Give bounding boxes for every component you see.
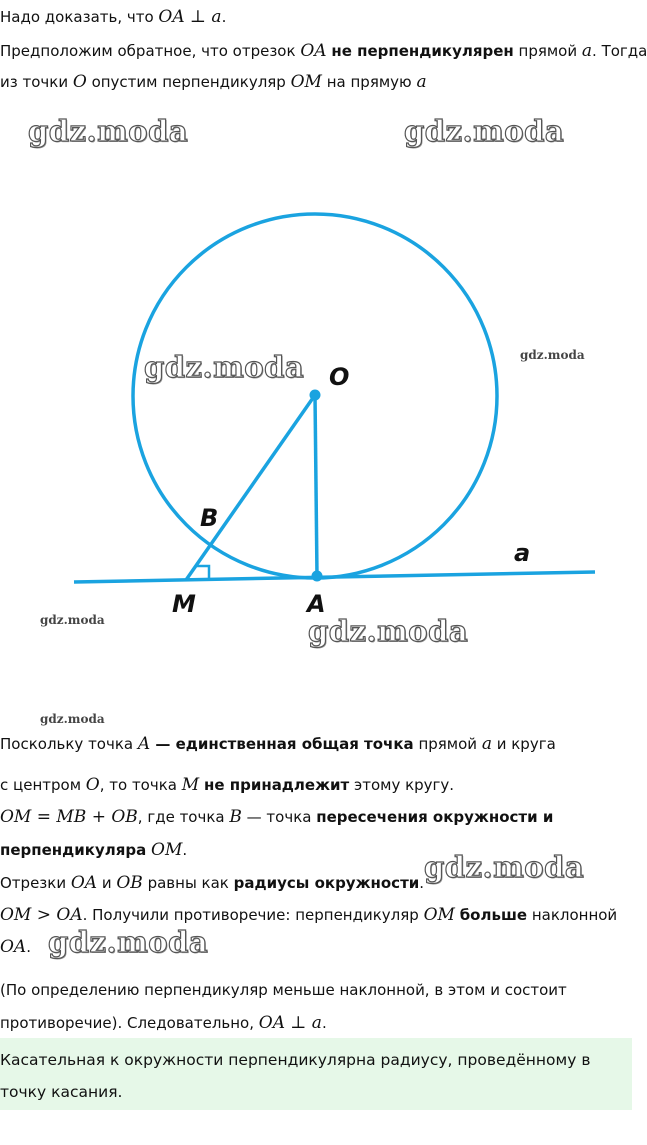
text: . — [182, 841, 188, 859]
bold-text: радиусы окружности — [233, 874, 420, 892]
bold-text: единственная общая точка — [175, 735, 414, 753]
math: OM > OA — [0, 905, 83, 925]
conclusion-text: Касательная к окружности перпендикулярна радиусу, проведённому в точку касания. — [0, 1051, 591, 1101]
intro-line-2 — [0, 40, 647, 62]
watermark: gdz.moda — [48, 925, 209, 959]
conclusion-box — [0, 1038, 632, 1110]
bold-text: пересечения окружности и — [316, 808, 554, 826]
text: опустим перпендикуляр — [86, 73, 291, 91]
text: Предположим обратное, что отрезок — [0, 42, 301, 60]
bold-text: больше — [459, 906, 528, 924]
text: с центром — [0, 776, 86, 794]
label-B: B — [200, 504, 219, 532]
tangent-line-a — [74, 572, 595, 582]
bold-text: не перпендикулярен — [331, 42, 514, 60]
math: A — [137, 734, 151, 754]
text: и круга — [491, 735, 556, 753]
text: этому кругу. — [349, 776, 455, 794]
text: из точки — [0, 73, 73, 91]
bold-text: — — [150, 735, 176, 753]
text: прямой — [513, 42, 582, 60]
watermark: gdz.moda — [40, 613, 105, 627]
text: равны как — [142, 874, 234, 892]
label-A: A — [307, 590, 326, 618]
watermark: gdz.moda — [40, 712, 105, 726]
watermark: gdz.moda — [520, 348, 585, 362]
point-O — [310, 390, 321, 401]
label-a: a — [514, 539, 531, 567]
watermark: gdz.moda — [144, 350, 305, 384]
right-angle-mark — [196, 566, 209, 579]
text: . — [419, 874, 425, 892]
body-line-8 — [0, 979, 567, 1001]
math: a — [581, 41, 593, 61]
math: OA — [300, 41, 327, 61]
math: OA — [0, 937, 27, 957]
body-line-6 — [0, 904, 617, 926]
math: OM — [290, 72, 322, 92]
text: на прямую — [321, 73, 417, 91]
watermark: gdz.moda — [308, 614, 469, 648]
text: наклонной — [527, 906, 618, 924]
text: . Тогда — [592, 42, 647, 60]
body-line-2 — [0, 774, 454, 796]
watermark: gdz.moda — [424, 850, 585, 884]
watermark: gdz.moda — [28, 114, 189, 148]
text: . — [321, 1014, 327, 1032]
text: Поскольку точка — [0, 735, 138, 753]
text: , то точка — [99, 776, 182, 794]
text: . Получили противоречие: перпендикуляр — [82, 906, 424, 924]
body-line-5 — [0, 872, 424, 894]
math: a — [416, 72, 427, 92]
math: B — [229, 807, 242, 827]
bold-text: перпендикуляра — [0, 841, 147, 859]
body-line-4 — [0, 839, 187, 861]
text: и — [97, 874, 117, 892]
math: a — [481, 734, 492, 754]
body-line-9 — [0, 1012, 327, 1034]
bold-text: не принадлежит — [203, 776, 350, 794]
label-O: O — [329, 363, 350, 391]
math: OM = MB + OB — [0, 807, 138, 827]
math: OM — [151, 840, 183, 860]
math: OB — [116, 873, 143, 893]
math: OA — [70, 873, 98, 893]
math: OA ⊥ a — [258, 1013, 322, 1033]
math: O — [72, 72, 87, 92]
text: , где точка — [137, 808, 230, 826]
body-line-3 — [0, 806, 553, 828]
text: противоречие). Следовательно, — [0, 1014, 259, 1032]
segment-OM — [186, 395, 315, 580]
math: OM — [423, 905, 455, 925]
figure-svg — [0, 100, 632, 700]
text: прямой — [413, 735, 482, 753]
body-line-7 — [0, 936, 31, 958]
text: (По определению перпендикуляр меньше наклонной, в этом и состоит — [0, 981, 567, 999]
intro-line-1 — [0, 6, 226, 28]
text: Отрезки — [0, 874, 71, 892]
label-M: M — [172, 590, 196, 618]
intro-line-3 — [0, 71, 427, 93]
text: . — [26, 938, 31, 956]
text: . — [221, 8, 227, 26]
geometry-figure — [0, 100, 632, 700]
text: — точка — [241, 808, 317, 826]
math: OA ⊥ a — [158, 7, 222, 27]
math: M — [181, 775, 200, 795]
point-A — [312, 571, 323, 582]
body-line-1 — [0, 733, 556, 755]
radius-OA — [315, 395, 317, 576]
text: Надо доказать, что — [0, 8, 159, 26]
watermark: gdz.moda — [404, 114, 565, 148]
math: O — [85, 775, 100, 795]
